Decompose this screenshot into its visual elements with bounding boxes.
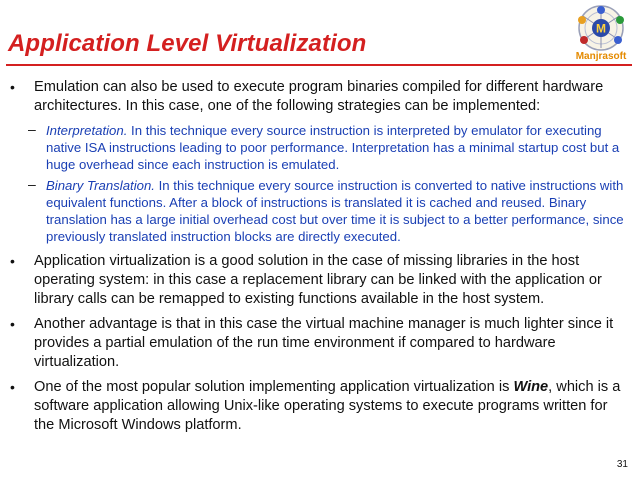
sub-bullet-interpretation — [8, 122, 630, 173]
bullet-text-before: One of the most popular solution implementing application virtualization is — [34, 379, 510, 395]
logo-text: Manjrasoft — [575, 51, 627, 62]
sub-bullet-term: Interpretation. — [46, 123, 128, 138]
sub-bullet-text: In this technique every source instruction is converted to native instructions with equivalent functions. After a block of instructions is translated it is cached and reused. Binary translation has a large initial overhead cost but over time it is subject to a better performance, since previously translated instruction blocks are directly executed. — [46, 178, 624, 244]
manjrasoft-logo — [568, 4, 634, 62]
bullet-dot-icon: • — [10, 316, 15, 332]
logo-emblem-icon — [568, 4, 634, 52]
bullet-wine — [8, 378, 630, 435]
dash-icon: – — [28, 176, 36, 192]
bullet-lighter-vmm — [8, 315, 630, 372]
dash-icon: – — [28, 121, 36, 137]
sub-bullet-term: Binary Translation. — [46, 178, 155, 193]
slide-content — [8, 78, 630, 441]
svg-text:M: M — [596, 21, 606, 36]
bullet-dot-icon: • — [10, 79, 15, 95]
page-number: 31 — [616, 459, 628, 470]
sub-bullet-binary-translation — [8, 177, 630, 245]
bullet-text-after: , which is a software application allowing Unix-like operating systems to execute programs written for the Microsoft Windows platform. — [34, 379, 621, 433]
bullet-emulation — [8, 78, 630, 116]
wine-highlight: Wine — [513, 379, 549, 395]
bullet-dot-icon: • — [10, 379, 15, 395]
title-divider — [6, 64, 632, 66]
bullet-text: Emulation can also be used to execute program binaries compiled for different hardware architectures. In this case, one of the following strategies can be implemented: — [34, 79, 604, 114]
bullet-dot-icon: • — [10, 253, 15, 269]
slide-title: Application Level Virtualization — [8, 30, 367, 57]
bullet-text: Application virtualization is a good solution in the case of missing libraries in the host operating system: in this case a replacement library can be linked with the application or library calls can be remapped to existing functions available in the host system. — [34, 253, 602, 307]
sub-bullet-text: In this technique every source instruction is interpreted by emulator for executing native ISA instructions leading to poor performance. Interpretation has a minimal startup cost but a huge overhead since each instruction is emulated. — [46, 123, 620, 172]
bullet-text: Another advantage is that in this case the virtual machine manager is much lighter since it provides a partial emulation of the run time environment if compared to hardware virtualization. — [34, 316, 614, 370]
bullet-missing-libraries — [8, 252, 630, 309]
